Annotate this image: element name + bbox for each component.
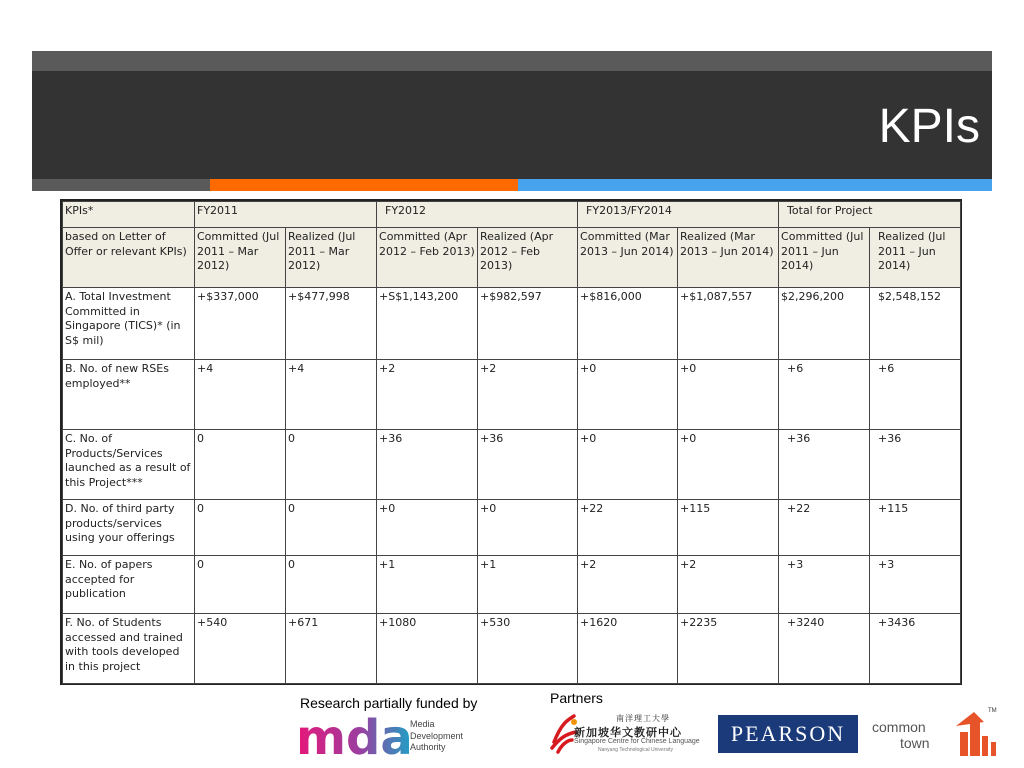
cell-value: +$477,998 [286, 288, 377, 360]
header-row-subcols [63, 228, 961, 288]
cell-value: +2 [478, 360, 578, 430]
title-header [32, 71, 992, 179]
commontown-text-line2: town [900, 735, 930, 751]
cell-value: 0 [286, 430, 377, 500]
mda-mark: mda [296, 716, 413, 760]
cell-value: +1080 [377, 614, 478, 684]
cell-value: +S$1,143,200 [377, 288, 478, 360]
cell-value: 0 [286, 556, 377, 614]
row-label: E. No. of papers accepted for publication [63, 556, 195, 614]
cell-value: +2 [377, 360, 478, 430]
cell-value: +2 [678, 556, 779, 614]
header-committed: Committed (Jul 2011 – Mar 2012) [195, 228, 286, 288]
header-realized: Realized (Apr 2012 – Feb 2013) [478, 228, 578, 288]
cell-value: +0 [377, 500, 478, 556]
header-fy2011: FY2011 [195, 202, 377, 228]
row-label: D. No. of third party products/services using your offerings [63, 500, 195, 556]
cell-value: 0 [286, 500, 377, 556]
header-basis: based on Letter of Offer or relevant KPIs) [63, 228, 195, 288]
slide-title: KPIs [878, 100, 980, 153]
header-realized: Realized (Jul 2011 – Mar 2012) [286, 228, 377, 288]
cell-value: +36 [478, 430, 578, 500]
cell-value: +0 [678, 430, 779, 500]
row-label: A. Total Investment Committed in Singapore (TICS)* (in S$ mil) [63, 288, 195, 360]
accent-stripe-blue [518, 179, 992, 191]
cell-value: +22 [779, 500, 870, 556]
cell-value: +6 [870, 360, 961, 430]
pearson-logo: PEARSON [718, 715, 858, 753]
cell-value: +4 [195, 360, 286, 430]
funded-by-label: Research partially funded by [300, 695, 478, 711]
partners-label: Partners [550, 690, 603, 706]
cell-value: +3436 [870, 614, 961, 684]
cell-value: +115 [678, 500, 779, 556]
cell-value: 0 [195, 430, 286, 500]
header-total: Total for Project [779, 202, 961, 228]
cell-value: +$1,087,557 [678, 288, 779, 360]
commontown-tm: TM [988, 708, 997, 714]
cell-value: +530 [478, 614, 578, 684]
top-bar [32, 51, 992, 71]
header-row-periods [63, 202, 961, 228]
cell-value: +1 [478, 556, 578, 614]
header-committed: Committed (Apr 2012 – Feb 2013) [377, 228, 478, 288]
header-committed: Committed (Mar 2013 – Jun 2014) [578, 228, 678, 288]
kpi-table-frame [60, 199, 962, 685]
header-kpis: KPIs* [63, 202, 195, 228]
cell-value: +2235 [678, 614, 779, 684]
cell-value: +0 [678, 360, 779, 430]
row-label: B. No. of new RSEs employed** [63, 360, 195, 430]
table-row [63, 288, 961, 360]
cell-value: +0 [578, 360, 678, 430]
cell-value: +1620 [578, 614, 678, 684]
cell-value: +36 [870, 430, 961, 500]
sccl-cn-top: 南洋理工大學 [616, 714, 670, 723]
cell-value: +3 [870, 556, 961, 614]
cell-value: $2,548,152 [870, 288, 961, 360]
cell-value: +36 [779, 430, 870, 500]
table-row [63, 556, 961, 614]
cell-value: +$337,000 [195, 288, 286, 360]
row-label: F. No. of Students accessed and trained with tools developed in this project [63, 614, 195, 684]
cell-value: +$982,597 [478, 288, 578, 360]
cell-value: +2 [578, 556, 678, 614]
mda-name: Media Development Authority [410, 719, 464, 752]
row-label: C. No. of Products/Services launched as a result of this Project*** [63, 430, 195, 500]
cell-value: +540 [195, 614, 286, 684]
kpi-table [62, 201, 961, 684]
table-row [63, 360, 961, 430]
sccl-en-sub: Nanyang Technological University [598, 747, 673, 753]
sccl-en-main: Singapore Centre for Chinese Language [574, 738, 700, 745]
table-row [63, 614, 961, 684]
cell-value: +0 [578, 430, 678, 500]
header-fy2013-fy2014: FY2013/FY2014 [578, 202, 779, 228]
cell-value: +3240 [779, 614, 870, 684]
cell-value: +3 [779, 556, 870, 614]
cell-value: +4 [286, 360, 377, 430]
accent-stripe-orange [210, 179, 518, 191]
header-fy2012: FY2012 [377, 202, 578, 228]
cell-value: +22 [578, 500, 678, 556]
table-row [63, 430, 961, 500]
cell-value: +6 [779, 360, 870, 430]
cell-value: 0 [195, 556, 286, 614]
cell-value: +$816,000 [578, 288, 678, 360]
cell-value: +115 [870, 500, 961, 556]
cell-value: +0 [478, 500, 578, 556]
cell-value: +1 [377, 556, 478, 614]
cell-value: $2,296,200 [779, 288, 870, 360]
header-realized: Realized (Jul 2011 – Jun 2014) [870, 228, 961, 288]
cell-value: +671 [286, 614, 377, 684]
accent-stripe-gray [32, 179, 210, 191]
sccl-cn-main: 新加坡华文教研中心 [574, 726, 682, 739]
header-committed: Committed (Jul 2011 – Jun 2014) [779, 228, 870, 288]
cell-value: 0 [195, 500, 286, 556]
table-row [63, 500, 961, 556]
cell-value: +36 [377, 430, 478, 500]
header-realized: Realized (Mar 2013 – Jun 2014) [678, 228, 779, 288]
commontown-text-line1: common [872, 719, 926, 735]
